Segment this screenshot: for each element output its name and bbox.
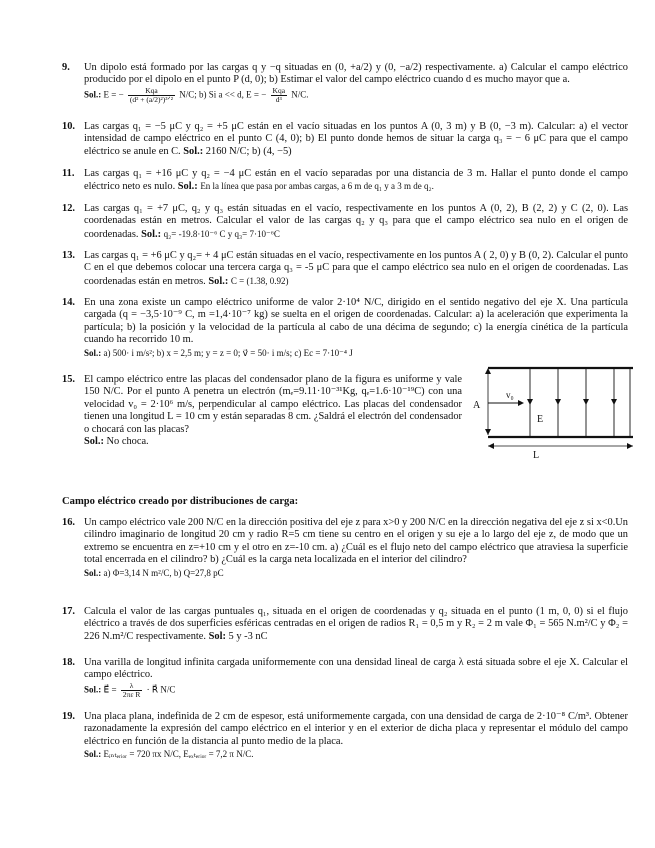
formula-lhs: E⃗ = (103, 684, 117, 695)
solution-label: Sol.: (183, 145, 204, 157)
label-e: E (537, 414, 544, 425)
solution-label: Sol.: (84, 436, 104, 448)
fraction-denominator: (d² + (a/2)²)³ᐟ² (129, 94, 173, 104)
solution-label: Sol.: (84, 567, 102, 578)
problem-number: 15. (62, 374, 75, 385)
arrowhead-icon (583, 399, 589, 405)
formula-lhs: E = − (103, 89, 124, 100)
solution-text: Eᵢₙₜₑᵣᵢₒᵣ = 720 πx N/C, Eₑₓₜₑᵣᵢₒᵣ = 7,2 π N/C. (103, 749, 254, 760)
problem-number: 13. (62, 250, 75, 261)
solution-label: Sol: (208, 630, 226, 642)
problem-text (84, 203, 628, 241)
problem-text (84, 250, 628, 288)
problem-number: 11. (62, 168, 75, 179)
solution-label: Sol.: (84, 89, 102, 100)
problem-text: Un dipolo está formado por las cargas q y −q situadas en (0, +a/2) y (0, −a/2) respectivamente. a) Calcular el campo eléctrico producido por el dipolo en el punto P (d, 0); b) Estimar el valor del campo eléctrico cuando d es mucho mayor que a. (84, 62, 628, 86)
problem-text-body: Las cargas q₁ = −5 μC y q₂ = +5 μC están en el vacío situadas en los puntos A (0, 3 m) y B (0, −3 m). Calcular: a) el vector intensidad de campo eléctrico en el punto C (4, 0); b) El punto donde hemos de situar la carga q₃ = − 6 μC para que el campo eléctrico se anule en C. (84, 121, 628, 157)
problem-16 (62, 517, 628, 579)
problem-solution (84, 347, 628, 359)
solution-text: a) 500· i m/s²; b) x = 2,5 m; y = z = 0; v⃗ = 50· i m/s; c) Ec = 7·10⁻⁴ J (103, 347, 353, 358)
label-v0: v₀ (506, 390, 514, 400)
problem-number: 10. (62, 121, 75, 132)
problem-number: 9. (62, 62, 70, 73)
solution-label: Sol.: (177, 181, 198, 193)
problem-solution (84, 682, 628, 699)
problem-text-body: Calcula el valor de las cargas puntuales q₁, situada en el origen de coordenadas y q₂ situada en el punto (1 m, 0, 0) si el flujo eléctrico a través de dos superficies esféricas centradas en el origen de radios R₁ = 0,5 m y R₂ = 2 m vale Φ₁ = 565 N.m²/C y Φ₂ = 226 N.m²/C respectivamente. (84, 606, 628, 642)
arrowhead-icon (555, 399, 561, 405)
fraction-denominator: d³ (275, 94, 282, 104)
problem-solution (84, 748, 628, 760)
solution-text: q₂= -19.8·10⁻⁶ C y q₃= 7·10⁻⁶C (163, 228, 280, 239)
problem-17 (62, 606, 628, 643)
solution-text: a) Φ=3,14 N m²/C, b) Q=27,8 pC (103, 567, 224, 578)
problem-19 (62, 711, 628, 761)
problem-text: Una placa plana, indefinida de 2 cm de espesor, está uniformemente cargada, con una densidad de carga de 2·10⁻⁸ C/m³. Obtener razonadamente la expresión del campo eléctrico en el interior y en el exterior de dicha placa y representar el módulo del campo eléctrico en función de la distancia al punto medio de la placa. (84, 711, 628, 747)
problem-11 (62, 168, 628, 194)
solution-text: No choca. (106, 436, 149, 448)
problem-text-body: Las cargas q₁ = +6 μC y q₂= + 4 μC están situadas en el vacío, respectivamente en los puntos A ( 2, 0) y B (0, 2). Calcular el punto C en el que debemos colocar una tercera carga q₃ = -5 μC para que el campo eléctrico sea nulo en el origen de coordenadas. Las coordenadas están en metros. (84, 250, 628, 287)
problem-solution (84, 436, 462, 448)
problem-number: 14. (62, 297, 75, 308)
solution-label: Sol.: (208, 275, 229, 287)
formula-unit: N/C; b) Si a << d, (179, 89, 244, 100)
solution-label: Sol.: (84, 347, 102, 358)
formula-unit: N/C. (291, 89, 309, 100)
fraction-numerator: Kqa (128, 87, 175, 96)
fraction-denominator: 2πε R (122, 689, 141, 699)
problem-text (84, 121, 628, 158)
capacitor-figure (470, 366, 635, 462)
section-title: Campo eléctrico creado por distribuciones de carga: (62, 496, 299, 507)
problem-13 (62, 250, 628, 288)
problem-text: Una varilla de longitud infinita cargada uniformemente con una densidad lineal de carga λ está situada sobre el eje X. Calcular el campo eléctrico. (84, 657, 628, 681)
fraction-numerator: Kqa (272, 85, 286, 95)
problem-text-body: Las cargas q₁ = +7 μC, q₂ y q₃ están situadas en el vacío, respectivamente en los puntos A (0, 2), B (2, 2) y C (2, 0). Las coordenadas están en metros. Calcular el valor de las cargas q₂ y q₃ para que el campo eléctrico sea nulo en el origen de coordenadas. (84, 203, 628, 240)
problem-number: 19. (62, 711, 75, 722)
formula-lhs: E = − (246, 89, 267, 100)
solution-text: 2160 N/C; b) (4, −5) (205, 145, 292, 157)
arrowhead-icon (527, 399, 533, 405)
arrowhead-icon (488, 443, 494, 449)
formula-fraction (271, 87, 288, 104)
field-arrowheads (527, 399, 617, 405)
arrowhead-icon (518, 400, 524, 406)
solution-label: Sol.: (141, 228, 162, 240)
solution-label: Sol.: (84, 749, 102, 760)
problem-number: 12. (62, 203, 75, 214)
solution-label: Sol.: (84, 684, 102, 695)
arrowhead-icon (627, 443, 633, 449)
problem-18 (62, 657, 628, 699)
arrowhead-icon (485, 429, 491, 435)
problem-14 (62, 297, 628, 359)
fraction-numerator: λ (121, 682, 143, 691)
problem-number: 18. (62, 657, 75, 668)
problem-number: 16. (62, 517, 75, 528)
problem-10 (62, 121, 628, 158)
problem-text (84, 168, 628, 194)
solution-text: C = (1.38, 0.92) (230, 275, 289, 286)
arrowhead-icon (611, 399, 617, 405)
problem-number: 17. (62, 606, 75, 617)
formula-rhs: · R⃗ N/C (146, 684, 176, 695)
problem-text: Un campo eléctrico vale 200 N/C en la dirección positiva del eje z para x>0 y 200 N/C en la dirección negativa del eje z si x<0.Un cilindro imaginario de longitud 20 cm y radio R=5 cm tiene su centro en el origen y su eje a lo largo del eje z, de modo que un extremo se encuentra en z=+10 cm y el otro en z=-10 cm. a) ¿Cuál es el flujo neto del campo eléctrico que atraviesa la superficie total encerrada en el cilindro? b) ¿Cuál es la carga neta localizada en el interior del cilindro? (84, 517, 628, 566)
label-l: L (533, 450, 540, 461)
solution-text: 5 y -3 nC (228, 630, 268, 642)
problem-solution (84, 567, 628, 579)
problem-text-body: Las cargas q₁ = +16 μC y q₂ = −4 μC están en el vacío separadas por una distancia de 3 m. Hallar el punto donde el campo eléctrico neto es nulo. (84, 168, 628, 193)
label-a: A (473, 400, 481, 411)
problem-12 (62, 203, 628, 241)
problem-text: El campo eléctrico entre las placas del condensador plano de la figura es uniforme y vale 150 N/C. Por el punto A penetra un electrón (mₑ=9.11·10⁻³¹Kg, qₑ=1.6·10⁻¹⁹C) con una velocidad v₀ = 2·10⁶ m/s, perpendicular al campo eléctrico. Las placas del condensador tienen una longitud L = 10 cm y están separadas 8 cm. ¿Saldrá el electrón del condensador o chocará con las placas? (84, 374, 462, 435)
problem-text (84, 606, 628, 643)
solution-text: En la línea que pasa por ambas cargas, a 6 m de q₁ y a 3 m de q₂. (200, 181, 434, 192)
problem-solution (84, 87, 628, 104)
problem-15 (62, 374, 462, 448)
formula-fraction (128, 87, 175, 104)
formula-fraction (121, 682, 143, 699)
problem-9 (62, 62, 628, 104)
problem-text: En una zona existe un campo eléctrico uniforme de valor 2·10⁴ N/C, dirigido en el sentido negativo del eje X. Una partícula cargada (q = −3,5·10⁻⁹ C, m =1,4·10⁻⁷ kg) se suelta en el origen de coordenadas. Calcular: a) la aceleración que experimenta la partícula; b) la posición y la velocidad de la partícula al cabo de una décima de segundo; c) la energía cinética de la partícula cuando ha recorrido 10 m. (84, 297, 628, 346)
